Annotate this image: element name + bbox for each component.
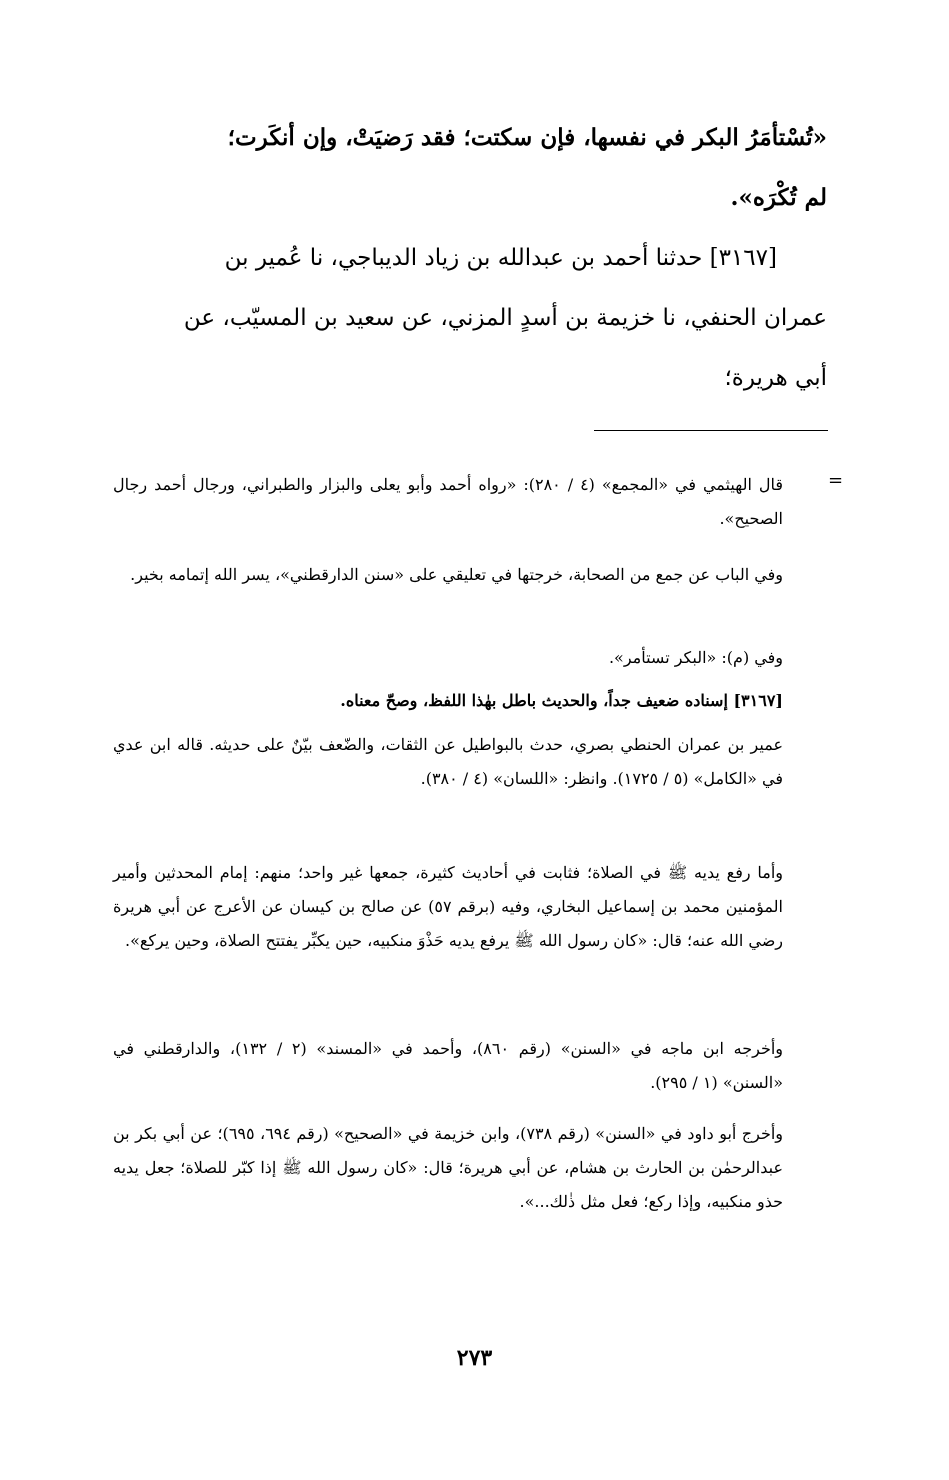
footnote-paragraph: وأخرجه ابن ماجه في «السنن» (رقم ٨٦٠)، وأحمد في «المسند» (٢ / ١٣٢)، والدارقطني في «السنن» (١ / ٢٩٥). bbox=[113, 1039, 784, 1092]
hadith-line-2: لم تُكْرَه». bbox=[730, 184, 827, 211]
footnote-paragraph: وفي (م): «البكر تستأمر». bbox=[608, 648, 783, 667]
footnote-continuation-mark: = bbox=[828, 470, 844, 491]
hadith-line-1: «تُسْتأمَرُ البكر في نفسها، فإن سكتت؛ فقد رَضيَتْ، وإن أنكَرت؛ bbox=[227, 124, 827, 151]
footnote-paragraph: وفي الباب عن جمع من الصحابة، خرجتها في تعليقي على «سنن الدارقطني»، يسر الله إتمامه بخير. bbox=[130, 565, 783, 584]
hadith-text bbox=[113, 108, 827, 228]
footnote-separator bbox=[594, 430, 828, 431]
isnad-text bbox=[113, 228, 827, 408]
page-number: ٢٧٣ bbox=[456, 1345, 493, 1371]
footnote-heading: [٣١٦٧] إسناده ضعيف جداً، والحديث باطل بهٰذا اللفظ، وصحّ معناه. bbox=[340, 691, 783, 710]
footnote-paragraph: عمير بن عمران الحنطي بصري، حدث بالبواطيل عن الثقات، والضّعف بيّنٌ على حديثه. قاله ابن عدي في «الكامل» (٥ / ١٧٢٥). وانظر: «اللسان» (٤ / ٣٨٠). bbox=[113, 735, 783, 788]
isnad-line-1: [٣١٦٧] حدثنا أحمد بن عبدالله بن زياد الديباجي، نا عُمير بن bbox=[224, 245, 777, 271]
footnote-paragraph: قال الهيثمي في «المجمع» (٤ / ٢٨٠): «رواه أحمد وأبو يعلى والبزار والطبراني، ورجال أحمد رجال الصحيح». bbox=[113, 475, 784, 528]
footnote-paragraph: وأخرج أبو داود في «السنن» (رقم ٧٣٨)، وابن خزيمة في «الصحيح» (رقم ٦٩٤، ٦٩٥)؛ عن أبي بكر بن عبدالرحمٰن بن الحارث بن هشام، عن أبي هريرة؛ قال: «كان رسول الله ﷺ إذا كبّر للصلاة؛ جعل يديه حذو منكبيه، وإذا ركع؛ فعل مثل ذٰلك...». bbox=[113, 1124, 784, 1211]
isnad-line-3: أبي هريرة؛ bbox=[724, 365, 827, 391]
footnote-paragraph: وأما رفع يديه ﷺ في الصلاة؛ فثابت في أحاديث كثيرة، جمعها غير واحد؛ منهم: إمام المحدثين وأمير المؤمنين محمد بن إسماعيل البخاري، وفيه (برقم ٥٧) عن صالح بن كيسان عن الأعرج عن أبي هريرة رضي الله عنه؛ قال: «كان رسول الله ﷺ يرفع يديه حَذْوَ منكبيه، حين يكبِّر يفتتح الصلاة، وحين يركع». bbox=[113, 863, 783, 950]
isnad-line-2: عمران الحنفي، نا خزيمة بن أسدٍ المزني، عن سعيد بن المسيّب، عن bbox=[183, 305, 827, 331]
